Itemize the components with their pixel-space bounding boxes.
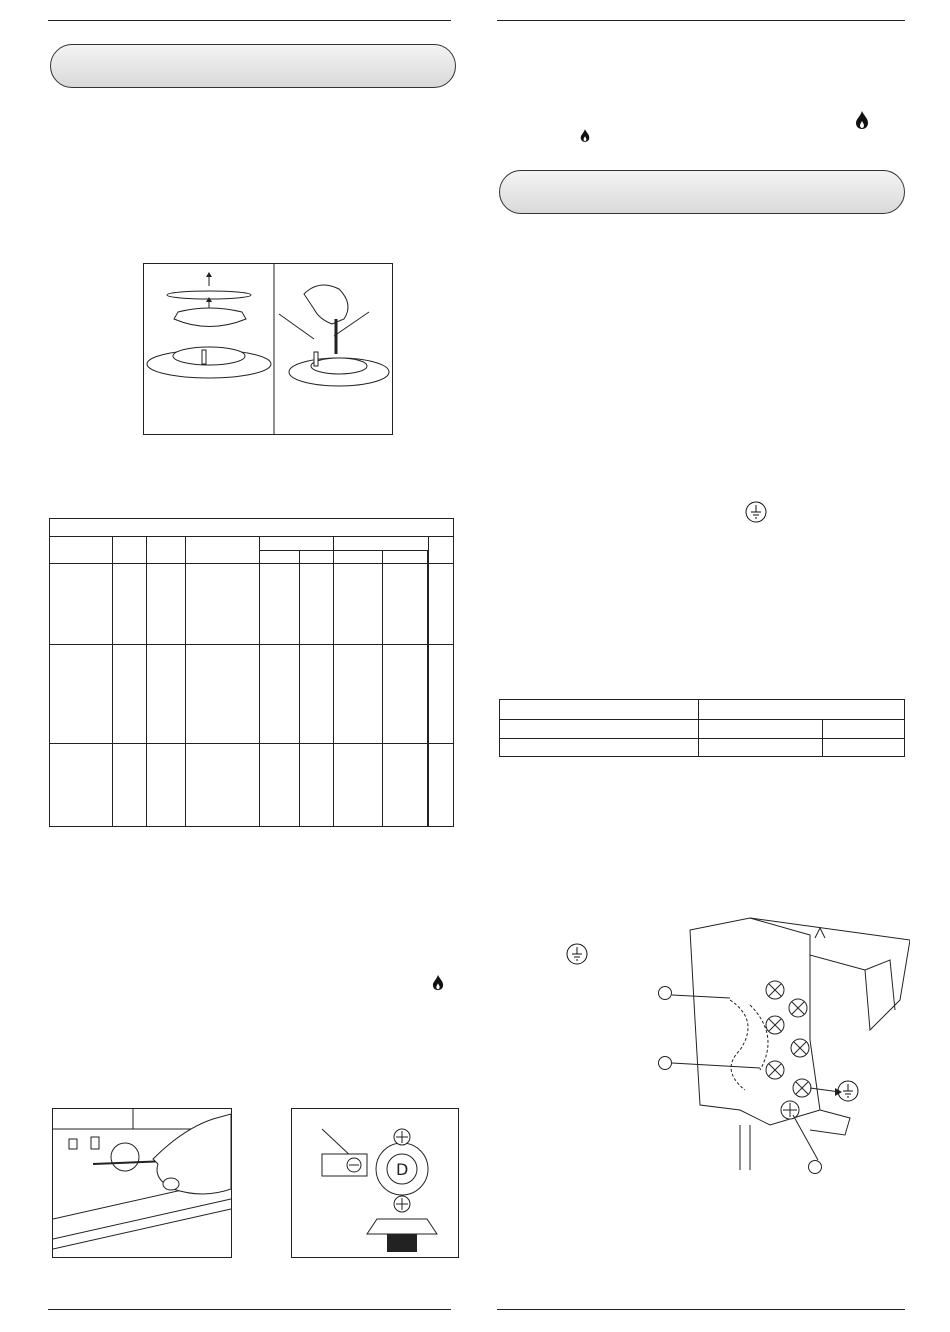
gas-data-table [49,518,454,827]
burner-diagram [143,263,393,435]
table-row [500,720,905,738]
table-row [50,563,454,644]
top-rule-right [497,20,905,21]
supply-table-header-1 [500,700,699,720]
top-rule-left [48,20,451,21]
section-heading-right [499,170,905,214]
gas-tap-diagram [291,1108,459,1258]
earth-ground-icon-3 [837,1080,859,1102]
supply-table-header-2 [699,700,905,720]
svg-text:D: D [396,1160,409,1179]
table-row [50,743,454,826]
burner-diagram-svg [144,264,392,434]
table-row [50,644,454,743]
callout-marker-1 [658,986,672,1000]
gas-table-title [50,519,454,537]
terminal-block-svg [650,910,910,1180]
flame-icon-small [580,128,590,143]
flame-icon [855,110,869,130]
hand-tool-diagram [52,1108,232,1258]
bottom-rule-right [497,1309,905,1310]
earth-ground-icon-2 [566,943,588,965]
table-row [500,738,905,756]
supply-table [499,699,905,757]
callout-marker-3 [808,1160,822,1174]
earth-ground-icon [745,501,767,523]
hand-tool-svg [53,1109,231,1257]
gas-tap-svg [292,1109,458,1257]
section-heading-left [50,44,456,88]
bottom-rule-left [48,1309,451,1310]
flame-icon-left [432,974,444,991]
callout-marker-2 [658,1056,672,1070]
terminal-block-diagram [650,910,910,1180]
